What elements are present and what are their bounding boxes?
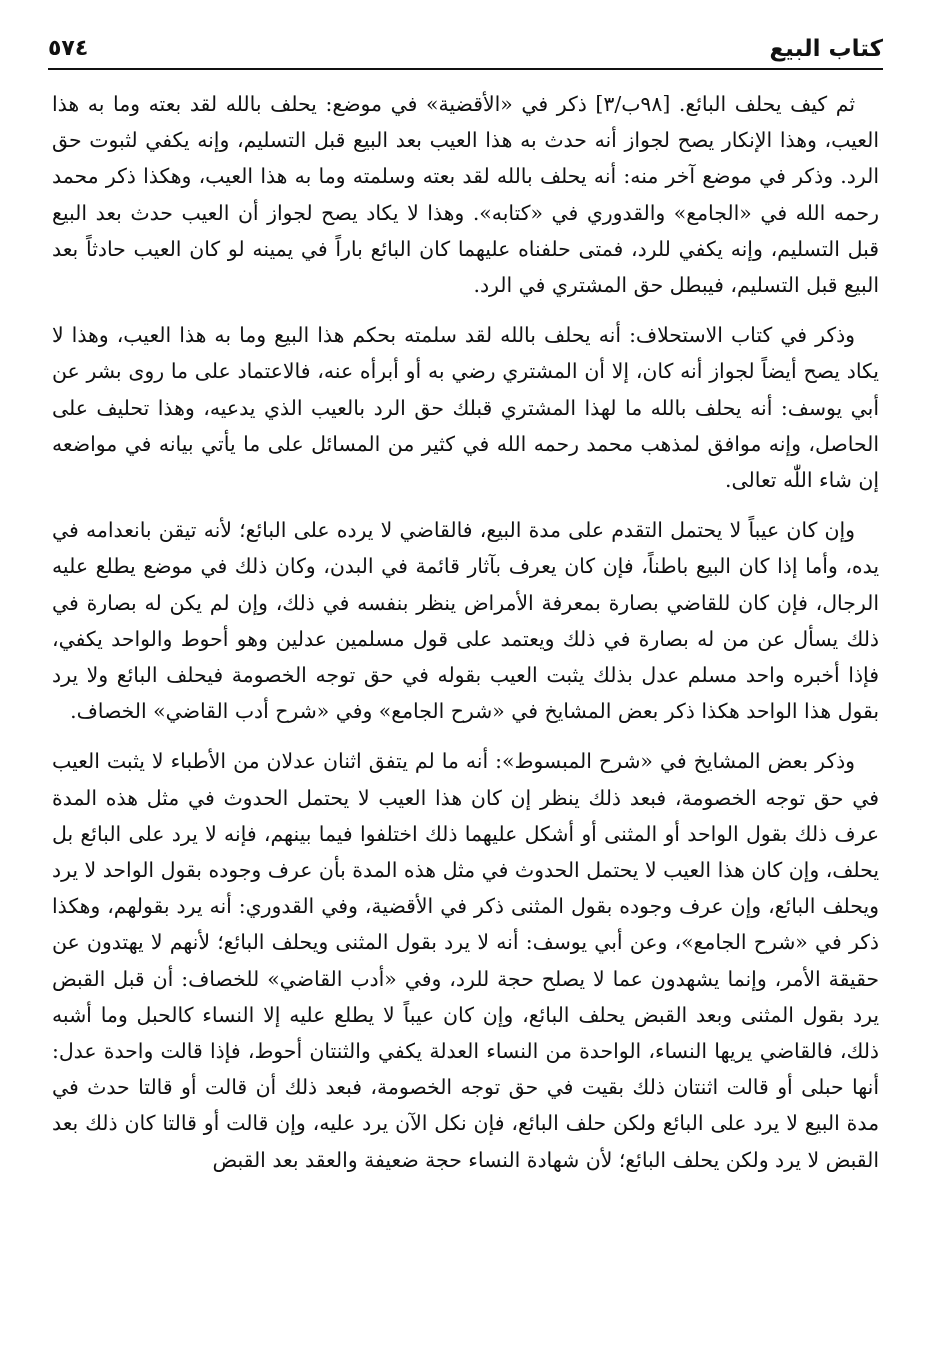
paragraph: وإن كان عيباً لا يحتمل التقدم على مدة البيع، فالقاضي لا يرده على البائع؛ لأنه تيقن بانعدامه في يده، وأما إذا كان البيع باطناً، فإن كان يعرف بآثار قائمة في البدن، وكان ذلك في موضع يطلع عليه الرجال، فإن كان للقاضي بصارة بمعرفة الأمراض ينظر بنفسه في ذلك، وإن لم يكن له بصارة في ذلك يسأل عن من له بصارة في ذلك ويعتمد على قول مسلمين عدلين وهو أحوط والواحد يكفي، فإذا أخبره واحد مسلم عدل بذلك يثبت العيب بقوله في حق توجه الخصومة فيحلف البائع ولا يرد بقول هذا الواحد هكذا ذكر بعض المشايخ في «شرح الجامع» وفي «شرح أدب القاضي» الخصاف. bbox=[52, 518, 879, 724]
paragraph: وذكر في كتاب الاستحلاف: أنه يحلف بالله لقد سلمته بحكم هذا البيع وما به هذا العيب، وهذا لا يكاد يصح أيضاً لجواز أنه كان، إلا أن المشتري رضي به أو أبرأه عنه، فالاعتماد على ما روى بشر عن أبي يوسف: أنه يحلف بالله ما لهذا المشتري قبلك حق الرد بالعيب الذي يدعيه، وهذا تحليف على الحاصل، وإنه موافق لمذهب محمد رحمه الله في كثير من المسائل على ما يأتي بيانه في مواضعه إن شاء اللّٰه تعالى. bbox=[52, 323, 879, 493]
header-divider bbox=[48, 68, 883, 70]
page-number: ٥٧٤ bbox=[48, 36, 89, 61]
running-head bbox=[48, 28, 883, 64]
paragraph: وذكر بعض المشايخ في «شرح المبسوط»: أنه ما لم يتفق اثنان عدلان من الأطباء لا يثبت العيب في حق توجه الخصومة، فبعد ذلك ينظر إن كان هذا العيب لا يحتمل الحدوث في مثل هذه المدة عرف ذلك بقول الواحد أو المثنى أو أشكل عليهما ذلك اختلفوا فيما بينهم، فإنه لا يرد على البائع بل يحلف، وإن كان هذا العيب لا يحتمل الحدوث في مثل هذه المدة بأن عرف وجوده بقول الواحد لا يرد ويحلف البائع، وإن عرف وجوده بقول المثنى ذكر في الأقضية، وفي القدوري: أنه يرد بقولهم، وهكذا ذكر في «شرح الجامع»، وعن أبي يوسف: أنه لا يرد بقول المثنى ويحلف البائع؛ لأنهم لا يهتدون عن حقيقة الأمر، وإنما يشهدون عما لا يصلح حجة للرد، وفي «أدب القاضي» للخصاف: أن قبل القبض يرد بقول المثنى وبعد القبض يحلف البائع، وإن كان عيباً لا يطلع عليه إلا النساء كالحبل وما أشبه ذلك، فالقاضي يريها النساء، الواحدة من النساء العدلة يكفي والثنتان أحوط، فإذا قالت واحدة عدل: أنها حبلى أو قالت اثنتان ذلك بقيت في حق توجه الخصومة، فبعد ذلك أن قالت أو قالتا حدث في مدة البيع لا يرد على البائع ولكن حلف البائع، فإن نكل الآن يرد عليه، وإن قالت أو قالتا كان ذلك بعد القبض لا يرد ولكن يحلف البائع؛ لأن شهادة النساء حجة ضعيفة والعقد بعد القبض bbox=[52, 749, 879, 1172]
book-title: كتاب البيع bbox=[769, 36, 883, 62]
paragraph: ثم كيف يحلف البائع. [٩٨ب/٣] ذكر في «الأقضية» في موضع: يحلف بالله لقد بعته وما به هذا العيب، وهذا الإنكار يصح لجواز أنه حدث به هذا العيب بعد البيع قبل التسليم، وإنه يكفي لثبوت حق الرد. وذكر في موضع آخر منه: أنه يحلف بالله لقد بعته وسلمته وما به هذا العيب، وهكذا ذكر محمد رحمه الله في «الجامع» والقدوري في «كتابه». وهذا لا يكاد يصح لجواز أن العيب حدث بعد البيع قبل التسليم، وإنه يكفي للرد، فمتى حلفناه عليهما كان البائع باراً في يمينه لو كان العيب حادثاً بعد البيع قبل التسليم، فيبطل حق المشتري في الرد. bbox=[52, 92, 879, 298]
body-text bbox=[52, 86, 879, 1345]
